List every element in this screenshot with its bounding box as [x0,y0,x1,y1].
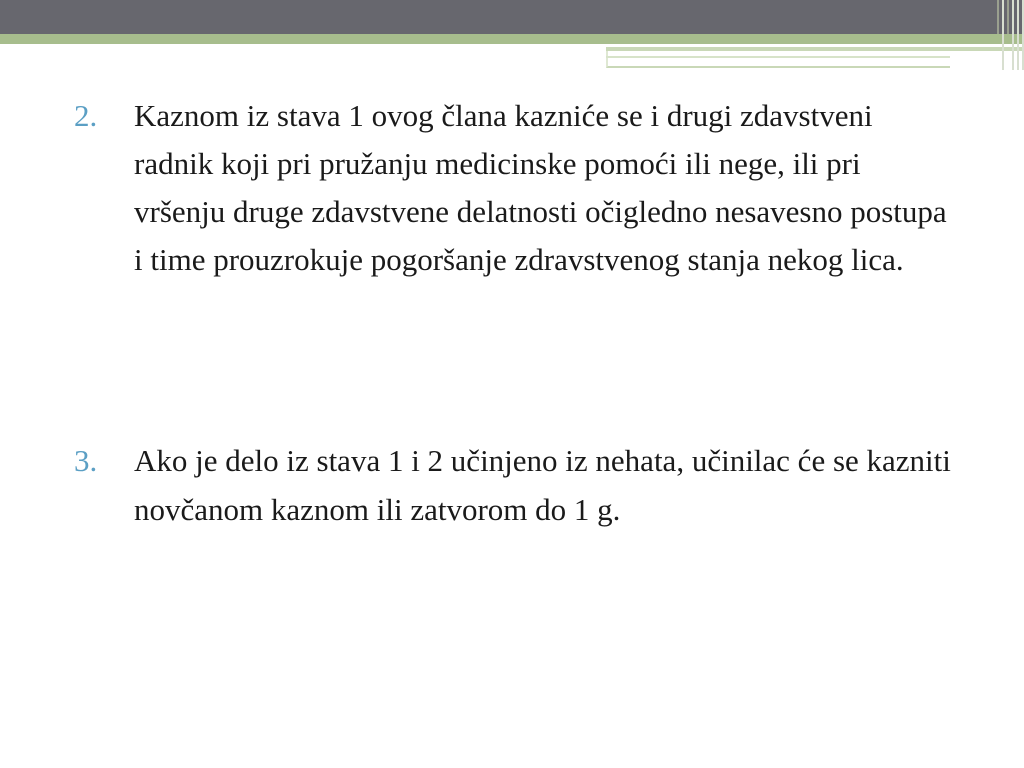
list-item-text: Kaznom iz stava 1 ovog člana kazniće se i drugi zdavstveni radnik koji pri pružanju medicinske pomoći ili nege, ili pri vršenju druge zdavstvene delatnosti očigledno nesavesno postupa i time prouzrokuje pogoršanje zdravstvenog stanja nekog lica. [134,98,947,277]
list-item-text: Ako je delo iz stava 1 i 2 učinjeno iz nehata, učinilac će se kazniti novčanom kaznom ili zatvorom do 1 g. [134,443,951,527]
header-accent-line [0,34,1024,44]
list-item-number: 2. [74,98,98,133]
header-accent-inner-line [606,56,950,58]
header-accent-box [606,51,950,68]
list-item-number: 3. [74,443,98,478]
header-band [0,0,1024,34]
header-stripes [994,0,1024,70]
